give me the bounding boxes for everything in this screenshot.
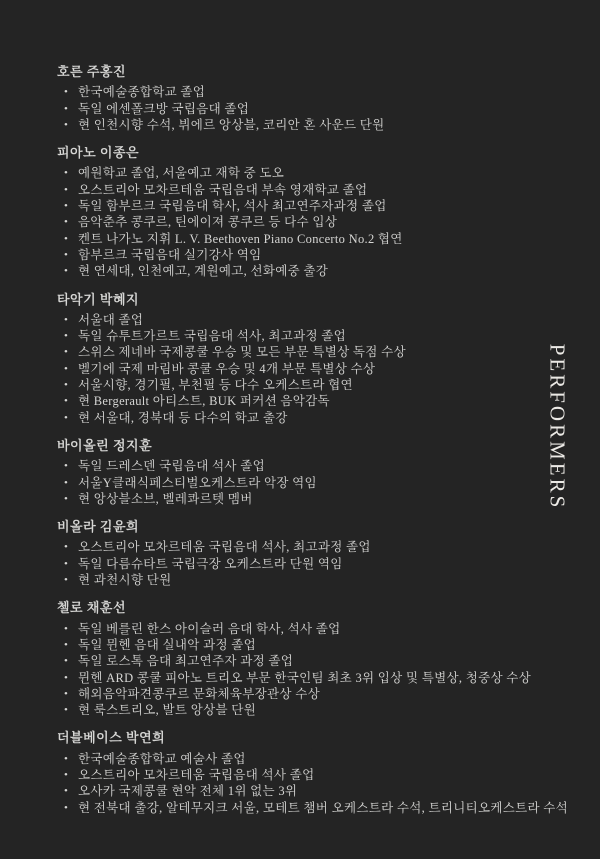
performers-side-label: PERFORMERS <box>545 343 570 511</box>
credit-item: • 독일 뮌헨 음대 실내악 과정 졸업 <box>57 637 527 653</box>
performer-title: 더블베이스 박연희 <box>57 730 166 746</box>
credit-item: • 현 전북대 출강, 알테무지크 서울, 모테트 챔버 오케스트라 수석, 트리니티오케스트라 수석 <box>57 800 527 816</box>
credit-item: • 현 서울대, 경북대 등 다수의 학교 출강 <box>57 410 527 426</box>
credit-item: • 독일 로스톡 음대 최고연주자 과정 졸업 <box>57 653 527 669</box>
performer-section <box>57 519 527 588</box>
performer-title: 타악기 박혜지 <box>57 291 140 307</box>
credit-item: • 현 룩스트리오, 발트 앙상블 단원 <box>57 702 527 718</box>
credit-item: • 한국예술종합학교 예술사 졸업 <box>57 751 527 767</box>
credit-item: • 현 앙상블소브, 벨레콰르텟 멤버 <box>57 491 527 507</box>
credit-item: • 독일 드레스덴 국립음대 석사 졸업 <box>57 458 527 474</box>
credit-item: • 현 과천시향 단원 <box>57 572 527 588</box>
performer-credits <box>57 539 527 588</box>
credit-item: • 예원학교 졸업, 서울예고 재학 중 도오 <box>57 165 527 181</box>
credit-item: • 함부르크 국립음대 실기강사 역임 <box>57 247 527 263</box>
performer-section <box>57 438 527 507</box>
performer-section <box>57 730 569 815</box>
credit-item: • 현 Bergerault 아티스트, BUK 퍼커션 음악감독 <box>57 393 527 409</box>
credit-item: • 서울시향, 경기필, 부천필 등 다수 오케스트라 협연 <box>57 377 527 393</box>
performer-title: 피아노 이종은 <box>57 145 140 161</box>
credit-item: • 독일 함부르크 국립음대 학사, 석사 최고연주자과정 졸업 <box>57 198 527 214</box>
credit-item: • 오사카 국제콩쿨 현악 전체 1위 없는 3위 <box>57 783 527 799</box>
credit-item: • 오스트리아 모차르테움 국립음대 부속 영재학교 졸업 <box>57 182 527 198</box>
performer-title: 호른 주홍진 <box>57 64 127 79</box>
performer-title: 첼로 채훈선 <box>57 600 127 616</box>
performer-credits <box>57 84 527 133</box>
credit-item: • 벨기에 국제 마림바 콩쿨 우승 및 4개 부문 특별상 수상 <box>57 361 527 377</box>
credit-item: • 스위스 제네바 국제콩쿨 우승 및 모든 부문 특별상 독점 수상 <box>57 344 527 360</box>
performer-credits <box>57 458 527 507</box>
credit-item: • 음악춘추 콩쿠르, 틴에이져 콩쿠르 등 다수 입상 <box>57 214 527 230</box>
performer-title: 바이올린 정지훈 <box>57 437 153 453</box>
credit-item: • 현 연세대, 인천예고, 계원예고, 선화예중 출강 <box>57 263 527 279</box>
credit-item: • 독일 베를린 한스 아이슬러 음대 학사, 석사 졸업 <box>57 621 527 637</box>
credit-item: • 켄트 나가노 지휘 L. V. Beethoven Piano Concerto No.2 협연 <box>57 231 527 247</box>
performer-section <box>57 600 532 718</box>
credit-item: • 현 인천시향 수석, 뷔에르 앙상블, 코리안 혼 사운드 단원 <box>57 117 527 133</box>
credit-item: • 서울대 졸업 <box>57 312 527 328</box>
credit-item: • 독일 에센폴크방 국립음대 졸업 <box>57 101 527 117</box>
performer-section <box>57 64 527 133</box>
credit-item: • 오스트리아 모차르테움 국립음대 석사, 최고과정 졸업 <box>57 539 527 555</box>
performer-title: 비올라 김윤희 <box>57 519 140 535</box>
performer-section <box>57 145 527 279</box>
credit-item: • 독일 슈투트가르트 국립음대 석사, 최고과정 졸업 <box>57 328 527 344</box>
credit-item: • 오스트리아 모차르테움 국립음대 석사 졸업 <box>57 767 527 783</box>
performer-section <box>57 292 527 426</box>
performer-credits <box>57 312 527 426</box>
performer-credits <box>57 621 532 719</box>
credit-item: • 독일 다름슈타트 국립극장 오케스트라 단원 역임 <box>57 556 527 572</box>
performer-credits <box>57 165 527 279</box>
credit-item: • 뮌헨 ARD 콩쿨 피아노 트리오 부문 한국인팀 최초 3위 입상 및 특별상, 청중상 수상 <box>57 670 527 686</box>
credit-item: • 서울Y클래식페스티벌오케스트라 악장 역임 <box>57 475 527 491</box>
performer-credits <box>57 751 569 816</box>
credit-item: • 해외음악파견콩쿠르 문화체육부장관상 수상 <box>57 686 527 702</box>
credit-item: • 한국예술종합학교 졸업 <box>57 84 527 100</box>
